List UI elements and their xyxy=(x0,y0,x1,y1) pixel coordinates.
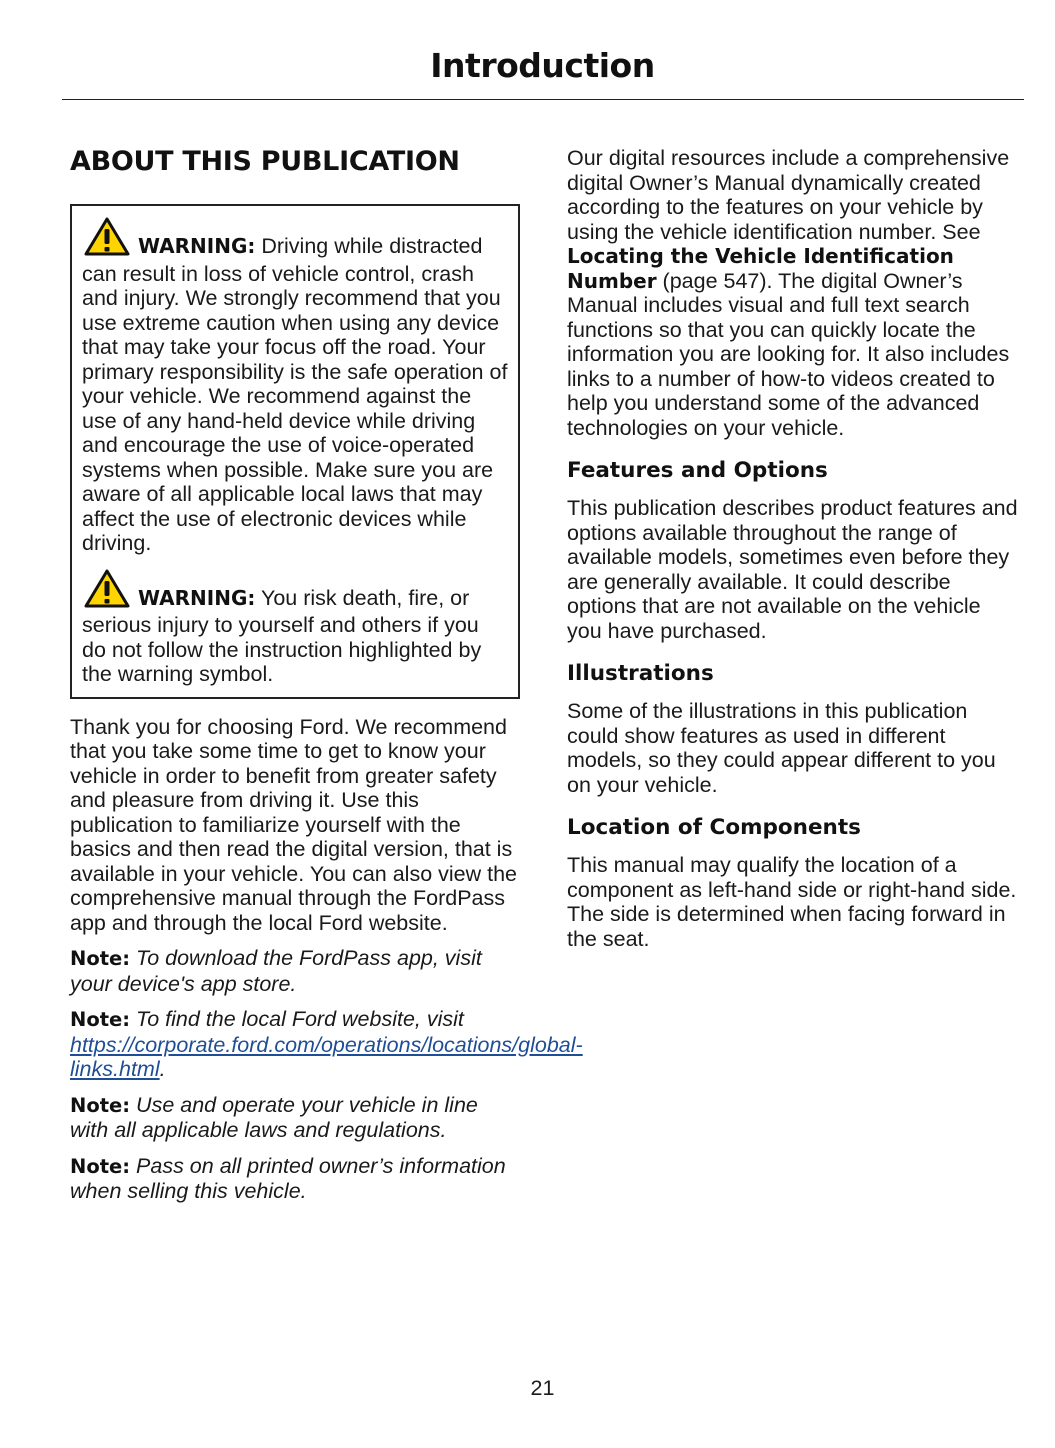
warning-box xyxy=(70,204,520,699)
note-label: Note: xyxy=(70,1008,131,1031)
warning-label: WARNING: xyxy=(138,234,256,258)
page-number: 21 xyxy=(530,1376,555,1400)
subsection-title-illustrations: Illustrations xyxy=(567,661,714,686)
left-column xyxy=(70,140,583,1204)
right-column xyxy=(567,146,1019,951)
note-text: To find the local Ford website, visit xyxy=(130,1007,464,1031)
warning-text: Driving while distracted can result in loss of vehicle control, crash and injury. We strongly recommend that you use extreme caution when using any device that may take your focus off the road. Your primary responsibility is the safe operation of your vehicle. We recommend against the use of any hand-held device while driving and encourage the use of voice-operated systems when possible. Make sure you are aware of all applicable local laws that may affect the use of electronic devices while driving. xyxy=(82,234,508,555)
warning-text: You risk death, fire, or serious injury to yourself and others if you do not follow the instruction highlighted by the warning symbol. xyxy=(82,585,482,686)
note-text: Pass on all printed owner’s information when selling this vehicle. xyxy=(70,1153,506,1203)
note-label: Note: xyxy=(70,1093,131,1117)
vin-reference: Locating the Vehicle Identification Number xyxy=(567,244,954,293)
digital-text-after: (page 547). The digital Owner’s Manual includes visual and full text search functions so that you can quickly locate the information you are looking for. It also includes links to a number of how-to videos created to help you understand some of the advanced technologies on your vehicle. xyxy=(567,268,1010,440)
header-divider xyxy=(62,99,1024,100)
subsection-title-features: Features and Options xyxy=(567,458,828,483)
ford-website-link[interactable]: https://corporate.ford.com/operations/locations/global-links.html xyxy=(70,1032,583,1081)
warning-triangle-icon xyxy=(84,216,130,262)
digital-text-before: Our digital resources include a comprehensive digital Owner’s Manual dynamically created according to the features on your vehicle by using the vehicle identification number. See xyxy=(567,146,1010,244)
note-label: Note: xyxy=(70,1154,131,1178)
subsection-text-features: This publication describes product features and options available throughout the range of available models, sometimes even before they are generally available. It could describe options that are not available on the vehicle you have purchased. xyxy=(567,496,1018,643)
warning-label: WARNING: xyxy=(138,585,256,610)
left-body xyxy=(70,714,583,1204)
warning-paragraph xyxy=(82,568,508,687)
note-paragraph xyxy=(70,946,522,996)
note-suffix: . xyxy=(159,1057,166,1081)
subsection-text-location: This manual may qualify the location of a component as left-hand side or right-hand side. The side is determined when facing forward in the seat. xyxy=(567,853,1017,951)
note-paragraph xyxy=(70,1093,522,1143)
note-paragraph xyxy=(70,1007,583,1082)
subsection-title-location: Location of Components xyxy=(567,815,861,840)
page-header-title: Introduction xyxy=(430,46,655,85)
digital-resources-paragraph xyxy=(567,146,1019,440)
note-paragraph xyxy=(70,1154,522,1204)
note-label: Note: xyxy=(70,947,131,970)
note-text: To download the FordPass app, visit your device's app store. xyxy=(70,946,482,996)
warning-paragraph xyxy=(82,216,508,556)
note-text: Use and operate your vehicle in line with all applicable laws and regulations. xyxy=(70,1092,478,1142)
warning-triangle-icon xyxy=(84,568,130,614)
intro-paragraph: Thank you for choosing Ford. We recommend that you take some time to get to know your vehicle in order to benefit from greater safety and pleasure from driving it. Use this publication to familiarize yourself with the basics and then read the digital version, that is available in your vehicle. You can also view the comprehensive manual through the FordPass app and through the local Ford website. xyxy=(70,714,518,935)
section-title: ABOUT THIS PUBLICATION xyxy=(70,146,460,177)
subsection-text-illustrations: Some of the illustrations in this publication could show features as used in different models, so they could appear different to you on your vehicle. xyxy=(567,699,996,797)
